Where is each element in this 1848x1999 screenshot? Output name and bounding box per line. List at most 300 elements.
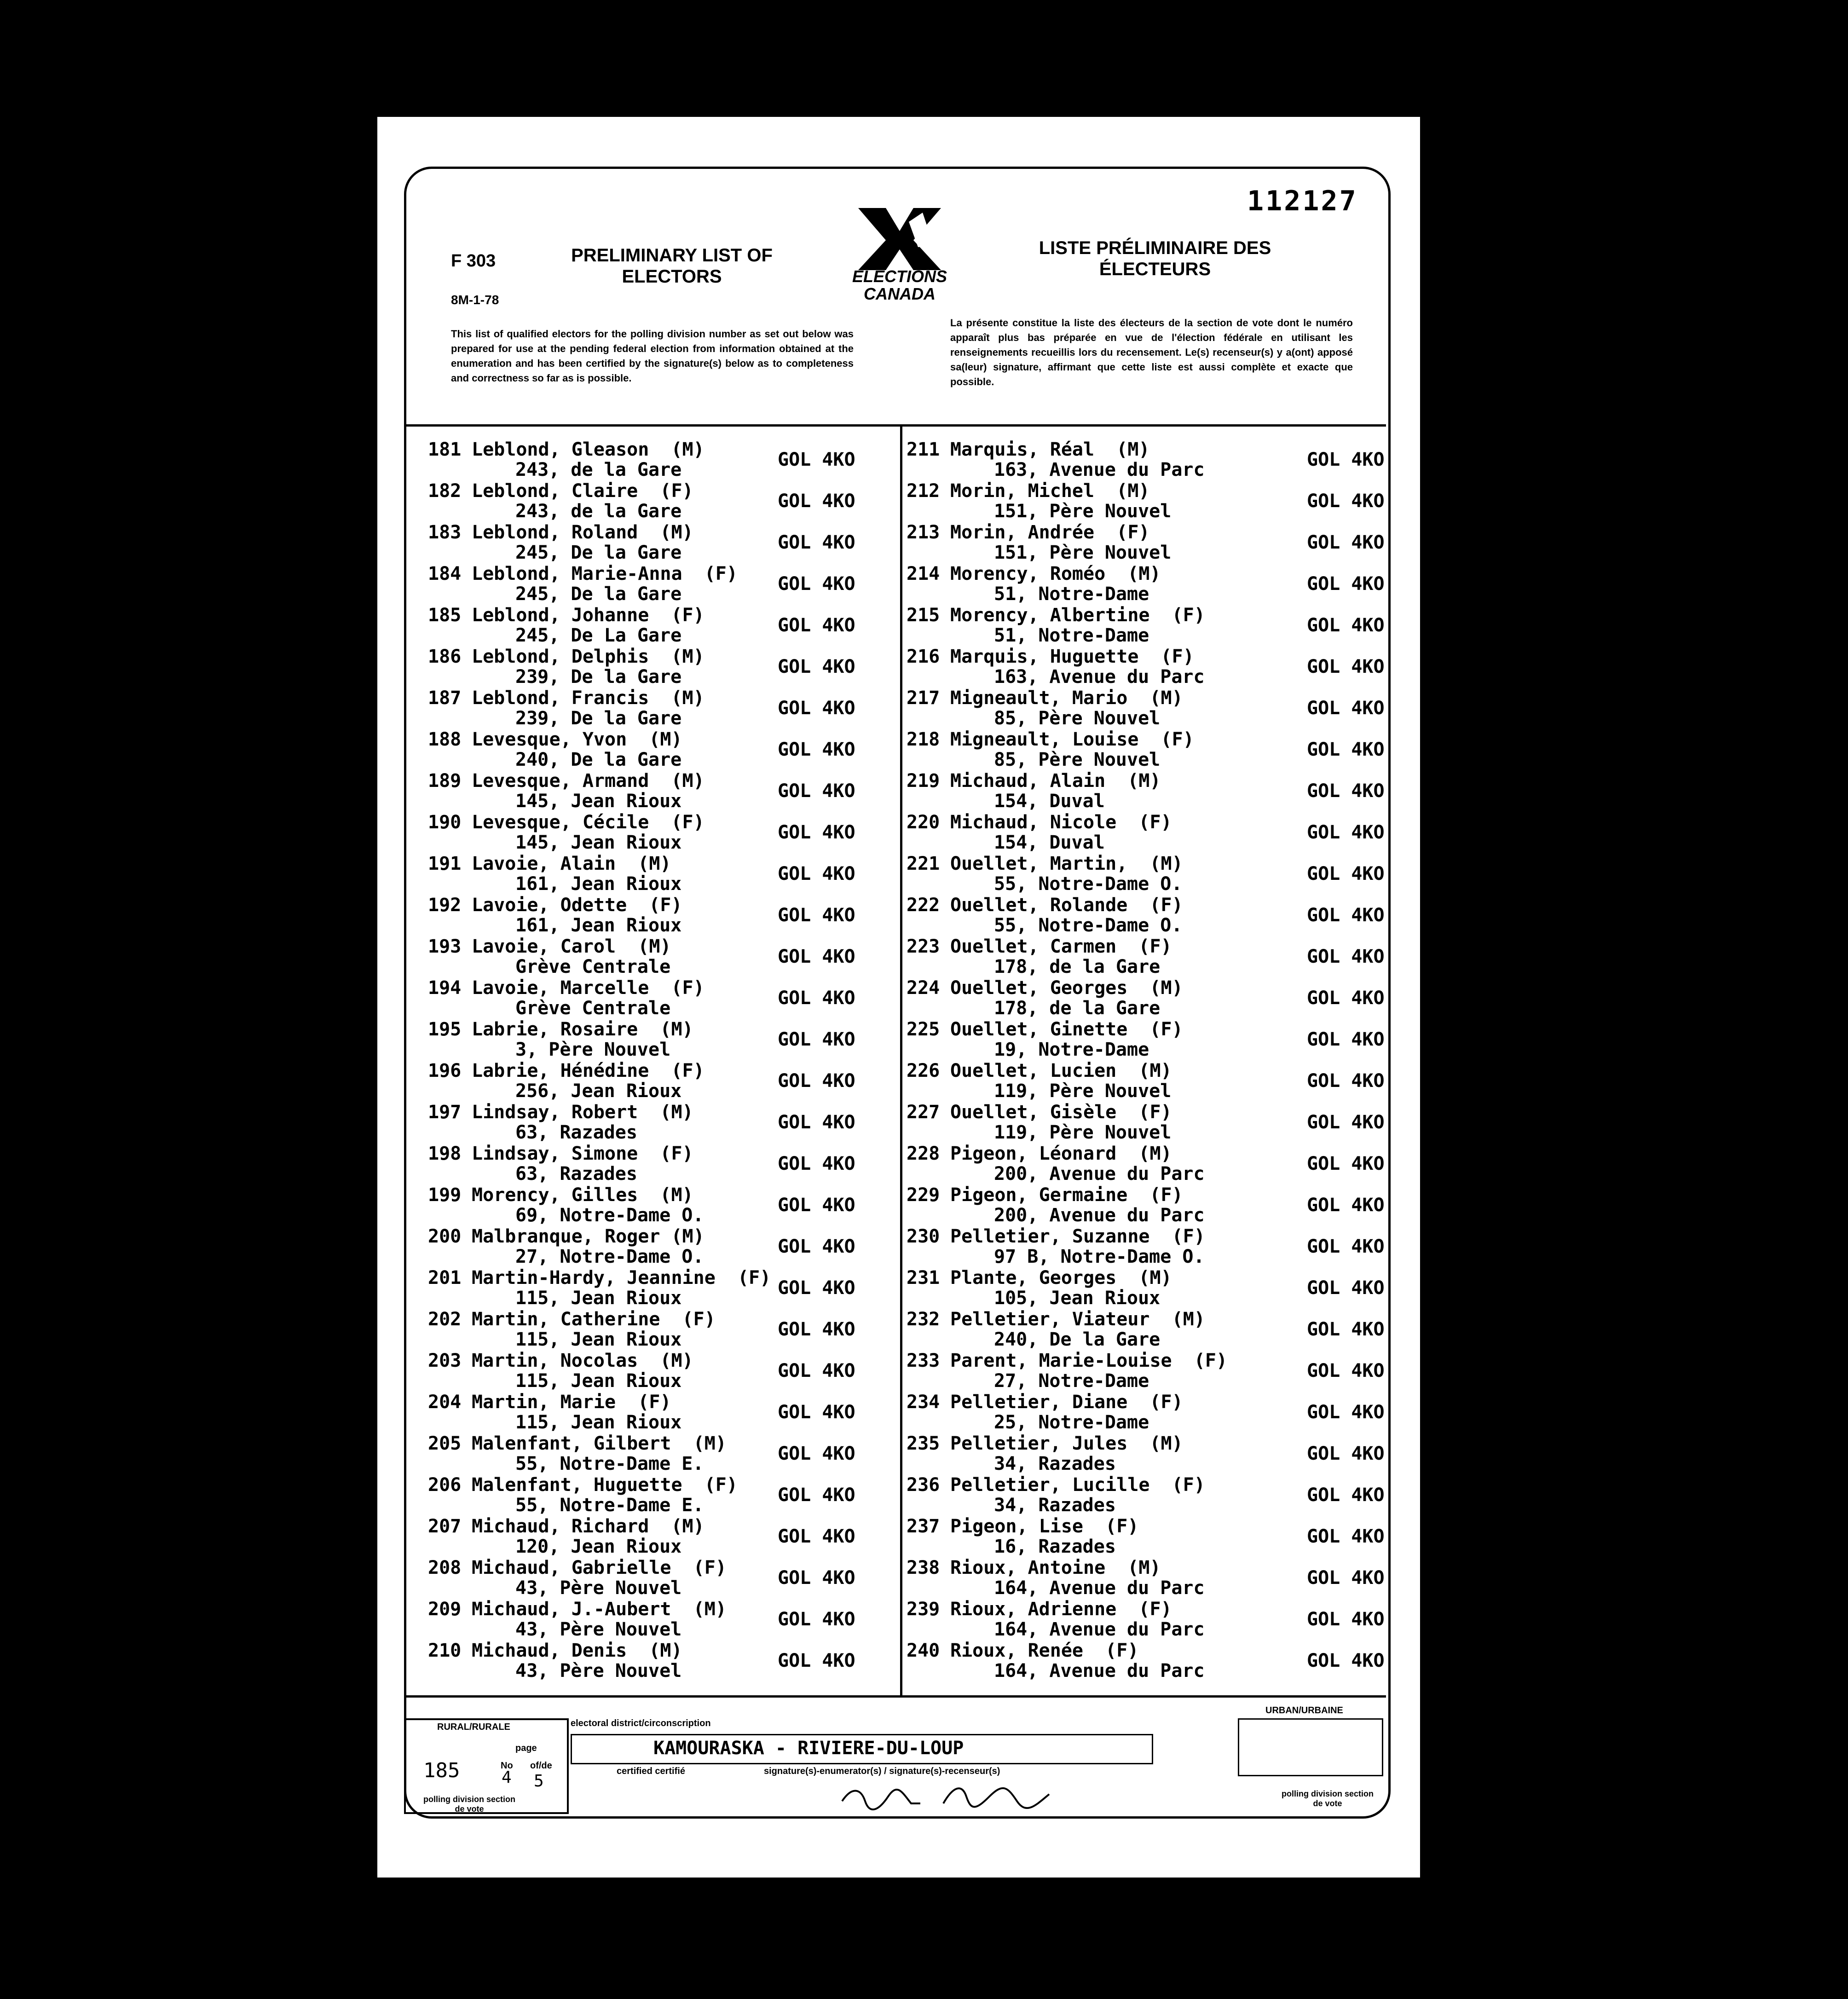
elector-address: 63, Razades (515, 1163, 637, 1184)
elector-name: Parent, Marie-Louise (F) (950, 1350, 1228, 1371)
elector-entry (907, 895, 1385, 936)
elector-address: 63, Razades (515, 1122, 637, 1143)
elector-name: Ouellet, Carmen (F) (950, 936, 1172, 957)
postal-code: GOL 4KO (1307, 780, 1385, 802)
elector-number: 225 (907, 1019, 940, 1040)
elector-address: 200, Avenue du Parc (994, 1163, 1205, 1184)
elector-address: 105, Jean Rioux (994, 1288, 1161, 1309)
elector-entry (428, 1599, 897, 1640)
postal-code: GOL 4KO (1307, 532, 1385, 553)
elector-address: 240, De la Gare (994, 1329, 1161, 1350)
elector-address: 85, Père Nouvel (994, 749, 1161, 770)
elector-number: 213 (907, 522, 940, 543)
elector-address: 151, Père Nouvel (994, 542, 1172, 563)
elector-number: 229 (907, 1184, 940, 1206)
elector-entry (907, 480, 1385, 522)
elector-name: Morin, Andrée (F) (950, 522, 1150, 543)
elector-address: 178, de la Gare (994, 998, 1161, 1019)
elector-address: 27, Notre-Dame (994, 1370, 1149, 1392)
elector-entry (907, 977, 1385, 1019)
postal-code: GOL 4KO (1307, 1526, 1385, 1547)
title-english: PRELIMINARY LIST OF ELECTORS (571, 245, 773, 287)
postal-code: GOL 4KO (778, 449, 855, 470)
elector-name: Rioux, Adrienne (F) (950, 1599, 1172, 1620)
postal-code: GOL 4KO (778, 1650, 855, 1671)
elector-number: 231 (907, 1267, 940, 1288)
postal-code: GOL 4KO (778, 905, 855, 926)
form-code: F 303 (451, 251, 496, 271)
postal-code: GOL 4KO (778, 1153, 855, 1174)
elector-name: Lavoie, Alain (M) (472, 853, 671, 874)
elector-number: 218 (907, 729, 940, 750)
no-label: No (501, 1761, 513, 1771)
elector-address: 145, Jean Rioux (515, 832, 682, 853)
postal-code: GOL 4KO (778, 1277, 855, 1299)
elector-name: Pigeon, Germaine (F) (950, 1184, 1183, 1206)
elector-entry (428, 936, 897, 977)
elector-name: Ouellet, Ginette (F) (950, 1019, 1183, 1040)
postal-code: GOL 4KO (778, 656, 855, 677)
elector-entry (907, 1184, 1385, 1226)
elector-number: 201 (428, 1267, 462, 1288)
elector-number: 230 (907, 1226, 940, 1247)
elector-number: 202 (428, 1309, 462, 1330)
elector-entry (428, 1309, 897, 1350)
elector-number: 181 (428, 439, 462, 460)
elector-name: Lindsay, Simone (F) (472, 1143, 693, 1164)
elector-address: 200, Avenue du Parc (994, 1205, 1205, 1226)
elector-number: 226 (907, 1060, 940, 1081)
elector-number: 221 (907, 853, 940, 874)
elector-name: Pelletier, Lucille (F) (950, 1474, 1205, 1496)
electors-column-left (428, 439, 897, 1681)
elector-address: 51, Notre-Dame (994, 584, 1149, 605)
postal-code: GOL 4KO (1307, 573, 1385, 595)
form-date: 8M-1-78 (451, 293, 499, 307)
elector-number: 212 (907, 480, 940, 502)
elector-number: 239 (907, 1599, 940, 1620)
elector-number: 196 (428, 1060, 462, 1081)
elector-number: 216 (907, 646, 940, 667)
elector-entry (907, 1226, 1385, 1267)
elector-address: 69, Notre-Dame O. (515, 1205, 704, 1226)
elector-address: 34, Razades (994, 1495, 1116, 1516)
elector-name: Pelletier, Diane (F) (950, 1392, 1183, 1413)
elector-number: 185 (428, 605, 462, 626)
elector-entry (907, 605, 1385, 646)
elector-name: Migneault, Louise (F) (950, 729, 1194, 750)
postal-code: GOL 4KO (1307, 1195, 1385, 1216)
elector-entry (428, 977, 897, 1019)
elector-address: 115, Jean Rioux (515, 1288, 682, 1309)
elector-name: Plante, Georges (M) (950, 1267, 1172, 1288)
of-label: of/de (530, 1761, 552, 1771)
elector-address: 34, Razades (994, 1453, 1116, 1474)
postal-code: GOL 4KO (1307, 1567, 1385, 1589)
elector-number: 214 (907, 563, 940, 584)
elector-entry (428, 439, 897, 480)
postal-code: GOL 4KO (1307, 698, 1385, 719)
elector-number: 237 (907, 1516, 940, 1537)
postal-code: GOL 4KO (1307, 739, 1385, 760)
elector-address: 256, Jean Rioux (515, 1080, 682, 1102)
elector-number: 187 (428, 688, 462, 709)
elector-number: 208 (428, 1557, 462, 1578)
postal-code: GOL 4KO (1307, 1070, 1385, 1092)
elector-address: 25, Notre-Dame (994, 1412, 1149, 1433)
polling-division-label: polling division section de vote (423, 1795, 516, 1814)
urban-label: URBAN/URBAINE (1265, 1705, 1343, 1716)
elector-address: 119, Père Nouvel (994, 1122, 1172, 1143)
elector-address: 115, Jean Rioux (515, 1370, 682, 1392)
elector-address: 154, Duval (994, 832, 1105, 853)
elector-number: 200 (428, 1226, 462, 1247)
elector-name: Michaud, Alain (M) (950, 770, 1161, 792)
elector-number: 193 (428, 936, 462, 957)
elector-address: 161, Jean Rioux (515, 915, 682, 936)
elector-name: Marquis, Réal (M) (950, 439, 1150, 460)
elector-number: 233 (907, 1350, 940, 1371)
elector-number: 209 (428, 1599, 462, 1620)
elector-address: 27, Notre-Dame O. (515, 1246, 704, 1267)
signature-label: signature(s)-enumerator(s) / signature(s)-recenseur(s) (764, 1766, 1000, 1776)
postal-code: GOL 4KO (778, 698, 855, 719)
elector-name: Pelletier, Jules (M) (950, 1433, 1183, 1454)
elector-address: 55, Notre-Dame O. (994, 873, 1183, 895)
elector-number: 232 (907, 1309, 940, 1330)
postal-code: GOL 4KO (778, 1195, 855, 1216)
elector-address: 164, Avenue du Parc (994, 1577, 1205, 1599)
maple-leaf-x-icon (854, 203, 946, 272)
elector-name: Malenfant, Huguette (F) (472, 1474, 738, 1496)
elector-entry (428, 1474, 897, 1516)
elector-name: Levesque, Yvon (M) (472, 729, 682, 750)
elector-number: 198 (428, 1143, 462, 1164)
elector-entry (907, 770, 1385, 812)
elector-number: 183 (428, 522, 462, 543)
elections-canada-logo (842, 203, 957, 305)
elector-name: Levesque, Armand (M) (472, 770, 705, 792)
elector-address: 239, De la Gare (515, 708, 682, 729)
elector-address: 19, Notre-Dame (994, 1039, 1149, 1060)
elector-address: 55, Notre-Dame E. (515, 1495, 704, 1516)
elector-number: 240 (907, 1640, 940, 1661)
elector-number: 207 (428, 1516, 462, 1537)
divider-top (404, 424, 1386, 427)
urban-polling-label: polling division section de vote (1281, 1789, 1374, 1808)
elector-name: Michaud, Gabrielle (F) (472, 1557, 727, 1578)
elector-name: Ouellet, Gisèle (F) (950, 1102, 1172, 1123)
elector-entry (907, 1640, 1385, 1681)
postal-code: GOL 4KO (1307, 1609, 1385, 1630)
elector-entry (428, 1143, 897, 1184)
postal-code: GOL 4KO (778, 1236, 855, 1257)
elector-entry (907, 439, 1385, 480)
elector-name: Morency, Albertine (F) (950, 605, 1205, 626)
elector-address: 240, De la Gare (515, 749, 682, 770)
elector-number: 182 (428, 480, 462, 502)
elector-address: 154, Duval (994, 791, 1105, 812)
postal-code: GOL 4KO (778, 573, 855, 595)
elector-entry (907, 1267, 1385, 1309)
elector-name: Leblond, Francis (M) (472, 688, 705, 709)
elector-entry (428, 1102, 897, 1143)
elector-address: 245, De la Gare (515, 584, 682, 605)
elector-address: 16, Razades (994, 1536, 1116, 1557)
elector-entry (907, 1309, 1385, 1350)
elector-entry (428, 853, 897, 895)
postal-code: GOL 4KO (1307, 946, 1385, 967)
elector-number: 234 (907, 1392, 940, 1413)
postal-code: GOL 4KO (1307, 1485, 1385, 1506)
elector-name: Leblond, Gleason (M) (472, 439, 705, 460)
elector-entry (907, 688, 1385, 729)
postal-code: GOL 4KO (1307, 1153, 1385, 1174)
elector-entry (428, 522, 897, 563)
postal-code: GOL 4KO (778, 739, 855, 760)
elector-address: 164, Avenue du Parc (994, 1619, 1205, 1640)
elector-entry (907, 1143, 1385, 1184)
elector-address: 43, Père Nouvel (515, 1660, 682, 1681)
elector-address: 164, Avenue du Parc (994, 1660, 1205, 1681)
page-no: 4 (502, 1768, 512, 1787)
elector-number: 194 (428, 977, 462, 999)
elector-entry (907, 646, 1385, 688)
page-total: 5 (534, 1772, 544, 1791)
title-french: LISTE PRÉLIMINAIRE DES ÉLECTEURS (1039, 238, 1271, 279)
elector-address: 163, Avenue du Parc (994, 459, 1205, 480)
elector-address: 51, Notre-Dame (994, 625, 1149, 646)
elector-name: Labrie, Hénédine (F) (472, 1060, 705, 1081)
elector-number: 191 (428, 853, 462, 874)
elector-name: Ouellet, Martin, (M) (950, 853, 1183, 874)
elector-number: 217 (907, 688, 940, 709)
elector-number: 235 (907, 1433, 940, 1454)
elector-name: Ouellet, Rolande (F) (950, 895, 1183, 916)
elector-entry (907, 563, 1385, 605)
elector-name: Lavoie, Odette (F) (472, 895, 682, 916)
elector-address: Grève Centrale (515, 956, 671, 977)
elector-entry (428, 1060, 897, 1102)
elector-number: 192 (428, 895, 462, 916)
postal-code: GOL 4KO (1307, 656, 1385, 677)
elector-name: Pelletier, Viateur (M) (950, 1309, 1205, 1330)
electors-column-right (907, 439, 1385, 1681)
postal-code: GOL 4KO (778, 988, 855, 1009)
elector-address: 245, De La Gare (515, 625, 682, 646)
elector-address: 55, Notre-Dame O. (994, 915, 1183, 936)
elector-entry (907, 812, 1385, 853)
elector-name: Ouellet, Georges (M) (950, 977, 1183, 999)
elector-number: 220 (907, 812, 940, 833)
elector-name: Michaud, Denis (M) (472, 1640, 682, 1661)
logo-text: ELECTIONS CANADA (852, 267, 947, 303)
document-number: 112127 (1247, 185, 1358, 217)
elector-number: 184 (428, 563, 462, 584)
divider-column (900, 425, 902, 1695)
elector-entry (428, 770, 897, 812)
elector-name: Lavoie, Marcelle (F) (472, 977, 705, 999)
elector-entry (907, 1019, 1385, 1060)
elector-name: Pigeon, Léonard (M) (950, 1143, 1172, 1164)
elector-entry (428, 480, 897, 522)
elector-entry (428, 688, 897, 729)
elector-address: 243, de la Gare (515, 501, 682, 522)
elector-address: 115, Jean Rioux (515, 1412, 682, 1433)
elector-name: Lavoie, Carol (M) (472, 936, 671, 957)
elector-name: Malenfant, Gilbert (M) (472, 1433, 727, 1454)
intro-text-french: La présente constitue la liste des électeurs de la section de vote dont le numéro apparaît plus bas préparée en vue de l'élection fédérale en utilisant les renseignements recueillis lors du recensement. Le(s) recenseur(s) y a(ont) apposé sa(leur) signature, affirmant que cette liste est aussi complète et exacte que possible. (950, 317, 1353, 387)
elector-name: Martin, Nocolas (M) (472, 1350, 693, 1371)
elector-number: 197 (428, 1102, 462, 1123)
elector-number: 223 (907, 936, 940, 957)
elector-name: Malbranque, Roger (M) (472, 1226, 705, 1247)
elector-address: 119, Père Nouvel (994, 1080, 1172, 1102)
elector-address: 239, De la Gare (515, 666, 682, 688)
postal-code: GOL 4KO (1307, 1236, 1385, 1257)
elector-address: 55, Notre-Dame E. (515, 1453, 704, 1474)
postal-code: GOL 4KO (778, 946, 855, 967)
elector-entry (907, 1599, 1385, 1640)
elector-number: 219 (907, 770, 940, 792)
elector-entry (428, 563, 897, 605)
elector-address: 245, De la Gare (515, 542, 682, 563)
postal-code: GOL 4KO (778, 780, 855, 802)
elector-entry (907, 729, 1385, 770)
elector-entry (907, 853, 1385, 895)
elector-address: 115, Jean Rioux (515, 1329, 682, 1350)
electors-list-sheet (377, 117, 1420, 1878)
elector-entry (428, 895, 897, 936)
elector-address: 161, Jean Rioux (515, 873, 682, 895)
elector-name: Pelletier, Suzanne (F) (950, 1226, 1205, 1247)
elector-name: Migneault, Mario (M) (950, 688, 1183, 709)
district-name: KAMOURASKA - RIVIERE-DU-LOUP (653, 1738, 964, 1759)
postal-code: GOL 4KO (1307, 863, 1385, 884)
elector-name: Morency, Gilles (M) (472, 1184, 693, 1206)
elector-address: 151, Père Nouvel (994, 501, 1172, 522)
elector-address: 43, Père Nouvel (515, 1577, 682, 1599)
polling-division-number: 185 (423, 1759, 460, 1782)
elector-number: 236 (907, 1474, 940, 1496)
elector-entry (907, 936, 1385, 977)
elector-number: 228 (907, 1143, 940, 1164)
elector-address: 43, Père Nouvel (515, 1619, 682, 1640)
elector-number: 222 (907, 895, 940, 916)
postal-code: GOL 4KO (778, 1319, 855, 1340)
elector-entry (428, 1557, 897, 1599)
postal-code: GOL 4KO (1307, 1277, 1385, 1299)
elector-address: 120, Jean Rioux (515, 1536, 682, 1557)
elector-number: 203 (428, 1350, 462, 1371)
postal-code: GOL 4KO (778, 1070, 855, 1092)
elector-entry (428, 1640, 897, 1681)
elector-number: 205 (428, 1433, 462, 1454)
postal-code: GOL 4KO (778, 1609, 855, 1630)
elector-entry (428, 1433, 897, 1474)
postal-code: GOL 4KO (778, 1360, 855, 1381)
postal-code: GOL 4KO (778, 1567, 855, 1589)
elector-name: Rioux, Renée (F) (950, 1640, 1139, 1661)
elector-number: 238 (907, 1557, 940, 1578)
elector-entry (907, 1557, 1385, 1599)
postal-code: GOL 4KO (778, 1485, 855, 1506)
elector-entry (428, 1516, 897, 1557)
elector-number: 211 (907, 439, 940, 460)
certified-label: certified certifié (617, 1766, 685, 1776)
elector-entry (907, 1060, 1385, 1102)
elector-entry (907, 1350, 1385, 1392)
elector-name: Levesque, Cécile (F) (472, 812, 705, 833)
elector-name: Michaud, Richard (M) (472, 1516, 705, 1537)
elector-entry (428, 1184, 897, 1226)
elector-name: Martin-Hardy, Jeannine (F) (472, 1267, 771, 1288)
elector-address: 243, de la Gare (515, 459, 682, 480)
postal-code: GOL 4KO (778, 1402, 855, 1423)
elector-number: 224 (907, 977, 940, 999)
elector-address: 178, de la Gare (994, 956, 1161, 977)
elector-entry (428, 812, 897, 853)
elector-entry (428, 646, 897, 688)
elector-name: Martin, Marie (F) (472, 1392, 671, 1413)
postal-code: GOL 4KO (1307, 1319, 1385, 1340)
elector-number: 190 (428, 812, 462, 833)
elector-entry (907, 1474, 1385, 1516)
elector-address: Grève Centrale (515, 998, 671, 1019)
elector-entry (428, 1226, 897, 1267)
enumerator-signature (837, 1778, 1077, 1815)
elector-name: Marquis, Huguette (F) (950, 646, 1194, 667)
elector-entry (428, 1392, 897, 1433)
elector-name: Ouellet, Lucien (M) (950, 1060, 1172, 1081)
elector-number: 227 (907, 1102, 940, 1123)
elector-name: Morency, Roméo (M) (950, 563, 1161, 584)
elector-name: Leblond, Delphis (M) (472, 646, 705, 667)
elector-name: Lindsay, Robert (M) (472, 1102, 693, 1123)
elector-entry (428, 729, 897, 770)
elector-entry (428, 1267, 897, 1309)
elector-number: 188 (428, 729, 462, 750)
elector-name: Michaud, J.-Aubert (M) (472, 1599, 727, 1620)
elector-number: 210 (428, 1640, 462, 1661)
rural-label: RURAL/RURALE (437, 1722, 510, 1732)
elector-number: 215 (907, 605, 940, 626)
elector-name: Morin, Michel (M) (950, 480, 1150, 502)
elector-name: Leblond, Roland (M) (472, 522, 693, 543)
elector-entry (907, 522, 1385, 563)
postal-code: GOL 4KO (778, 1029, 855, 1050)
postal-code: GOL 4KO (1307, 1360, 1385, 1381)
postal-code: GOL 4KO (778, 532, 855, 553)
postal-code: GOL 4KO (1307, 449, 1385, 470)
postal-code: GOL 4KO (778, 863, 855, 884)
elector-entry (428, 605, 897, 646)
divider-bottom (404, 1695, 1386, 1698)
postal-code: GOL 4KO (778, 822, 855, 843)
postal-code: GOL 4KO (1307, 822, 1385, 843)
elector-name: Pigeon, Lise (F) (950, 1516, 1139, 1537)
elector-name: Labrie, Rosaire (M) (472, 1019, 693, 1040)
elector-address: 85, Père Nouvel (994, 708, 1161, 729)
elector-name: Rioux, Antoine (M) (950, 1557, 1161, 1578)
elector-entry (428, 1350, 897, 1392)
elector-number: 186 (428, 646, 462, 667)
elector-number: 206 (428, 1474, 462, 1496)
urban-box (1238, 1718, 1383, 1776)
postal-code: GOL 4KO (778, 615, 855, 636)
elector-number: 199 (428, 1184, 462, 1206)
elector-name: Leblond, Johanne (F) (472, 605, 705, 626)
